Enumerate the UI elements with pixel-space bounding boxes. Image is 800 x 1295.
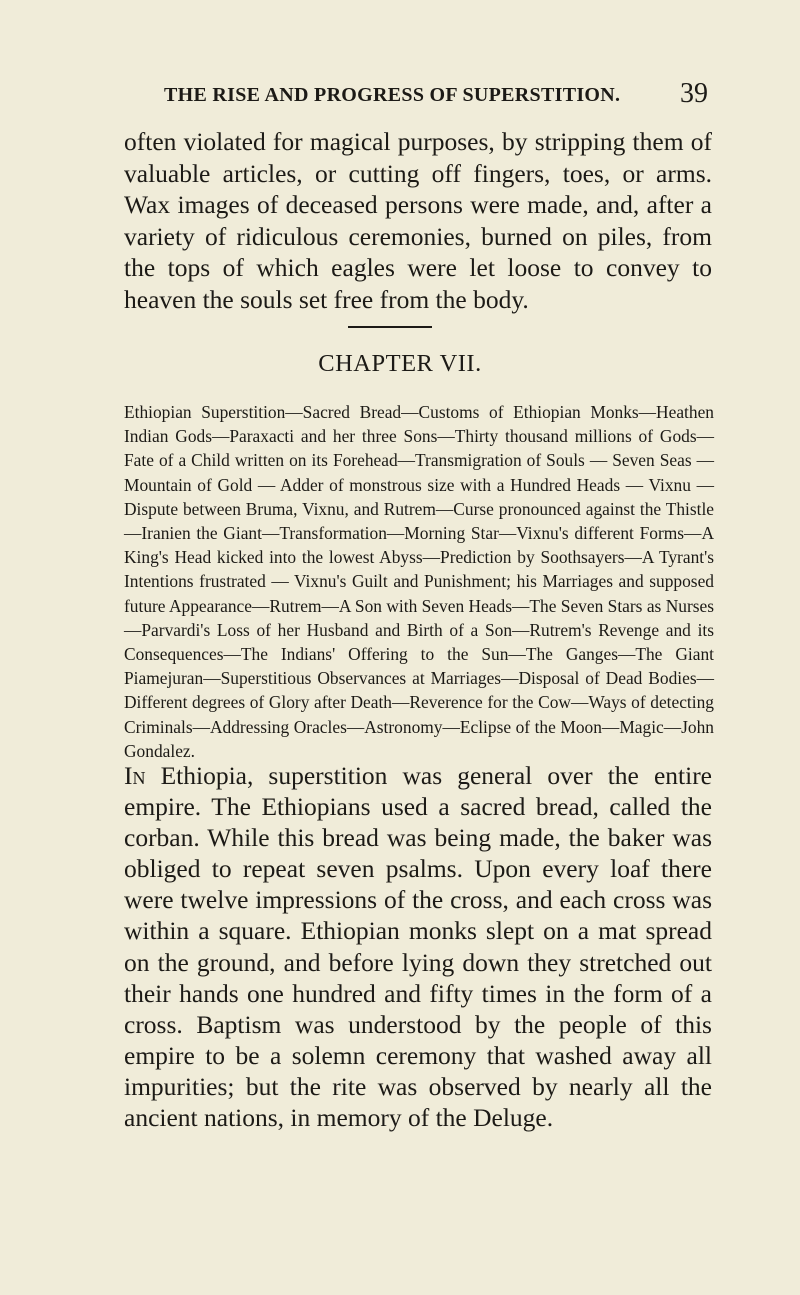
section-divider-rule bbox=[348, 326, 432, 328]
chapter-synopsis: Ethiopian Superstition—Sacred Bread—Customs of Ethiopian Monks—Heathen Indian Gods—Paraxacti and her three Sons—Thirty thousand millions of Gods—Fate of a Child written on its Forehead—Transmigration of Souls — Seven Seas — Mountain of Gold — Adder of monstrous size with a Hundred Heads — Vixnu — Dispute between Bruma, Vixnu, and Rutrem—Curse pronounced against the Thistle—Iranien the Giant—Transformation—Morning Star—Vixnu's different Forms—A King's Head kicked into the lowest Abyss—Prediction by Soothsayers—A Tyrant's Intentions frustrated — Vixnu's Guilt and Punishment; his Marriages and supposed future Appearance—Rutrem—A Son with Seven Heads—The Seven Stars as Nurses—Parvardi's Loss of her Husband and Birth of a Son—Rutrem's Revenge and its Consequences—The Indians' Offering to the Sun—The Ganges—The Giant Piamejuran—Superstitious Observances at Marriages—Disposal of Dead Bodies—Different degrees of Glory after Death—Reverence for the Cow—Ways of detecting Criminals—Addressing Oracles—Astronomy—Eclipse of the Moon—Magic—John Gondalez. bbox=[124, 402, 714, 761]
opening-paragraph bbox=[124, 760, 712, 1133]
continued-paragraph: often violated for magical purposes, by stripping them of valuable articles, or cutting off fingers, toes, or arms. Wax images of deceased persons were made, and, after a variety of ridiculous ceremonies, burned on piles, from the tops of which eagles were let loose to convey to heaven the souls set free from the body. bbox=[124, 127, 712, 314]
page-number: 39 bbox=[680, 78, 708, 109]
opening-word: In bbox=[124, 761, 146, 790]
chapter-heading: CHAPTER VII. bbox=[318, 350, 482, 377]
running-title: THE RISE AND PROGRESS OF SUPERSTITION. bbox=[164, 84, 621, 106]
running-head bbox=[120, 80, 710, 112]
opening-paragraph-text: Ethiopia, superstition was general over the entire empire. The Ethiopians used a sacred bread, called the corban. While this bread was being made, the baker was obliged to repeat seven psalms. Upon every loaf there were twelve impressions of the cross, and each cross was within a square. Ethiopian monks slept on a mat spread on the ground, and before lying down they stretched out their hands one hundred and fifty times in the form of a cross. Baptism was understood by the people of this empire to be a solemn ceremony that washed away all impurities; but the rite was observed by nearly all the ancient nations, in memory of the Deluge. bbox=[124, 761, 712, 1133]
